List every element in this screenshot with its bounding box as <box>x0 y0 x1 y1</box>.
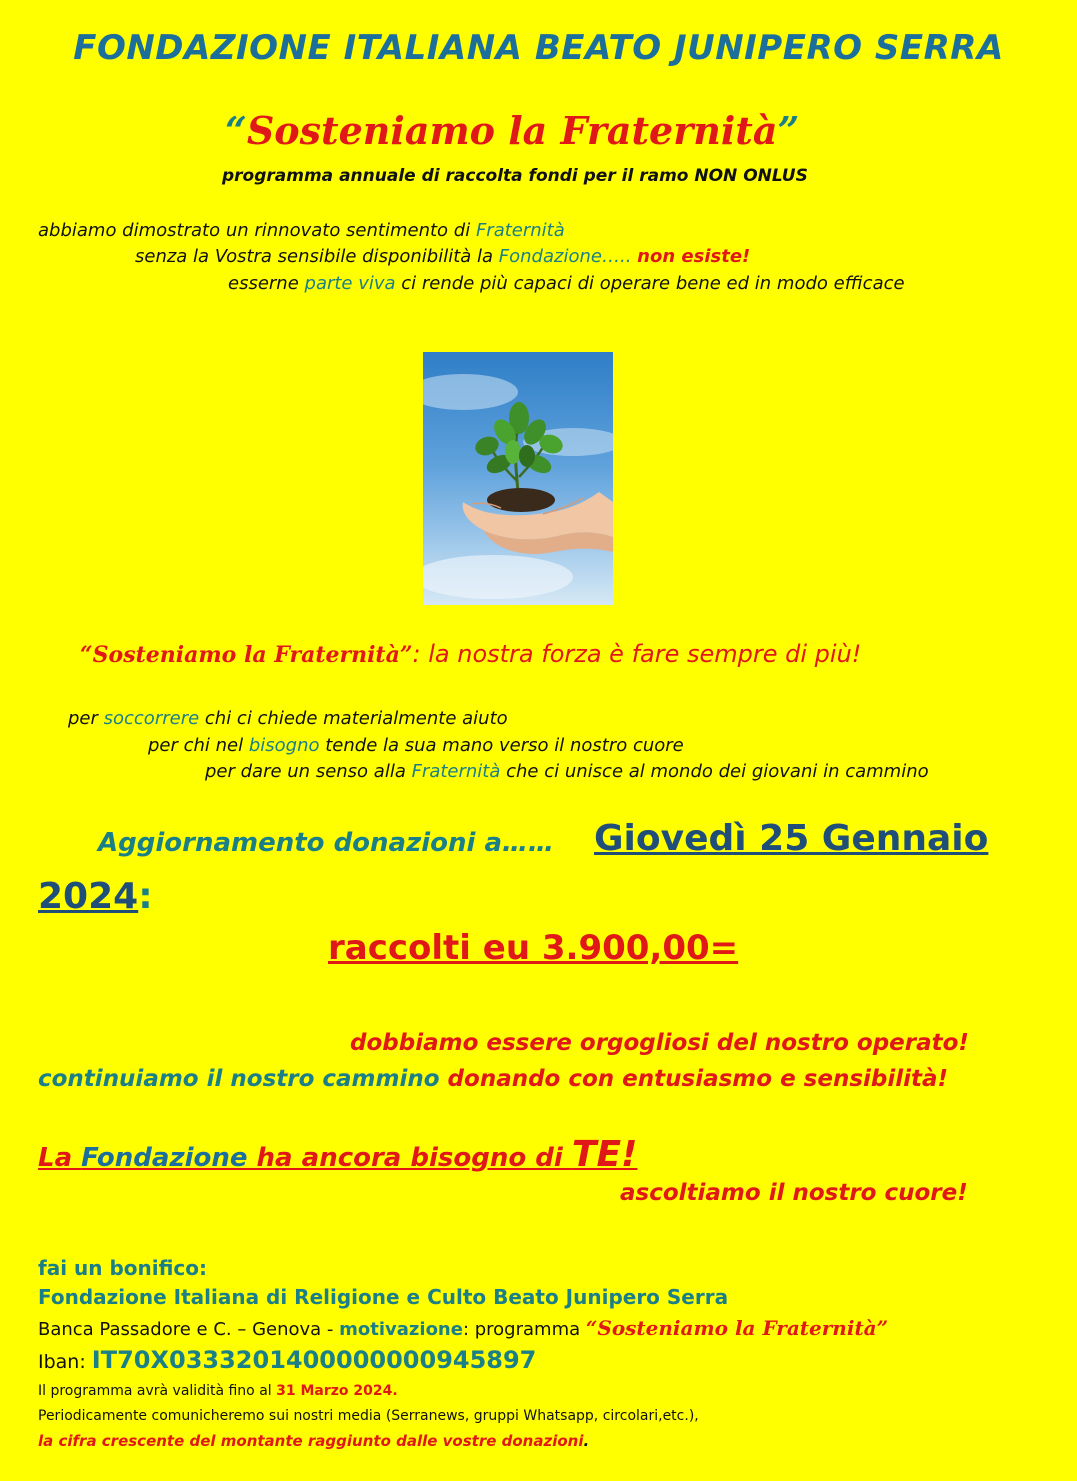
periodic-line: Periodicamente comunicheremo sui nostri media (Serranews, gruppi Whatsapp, circolari,etc.), <box>38 1408 699 1424</box>
mission-highlight: bisogno <box>248 735 320 756</box>
intro-emphasis: non esiste! <box>637 246 751 267</box>
slogan-close-quote: ” <box>777 108 800 153</box>
bank-line <box>38 1316 888 1340</box>
update-label: Aggiornamento donazioni a…… <box>98 828 555 858</box>
intro-ellipsis: ….. <box>601 246 638 267</box>
beneficiary-name: Fondazione Italiana di Religione e Culto Beato Junipero Serra <box>38 1285 729 1309</box>
slogan-text: Sosteniamo la Fraternità <box>246 108 778 153</box>
mission-text: per dare un senso alla <box>205 761 412 782</box>
bank-text: : programma <box>462 1319 586 1340</box>
mission-text: tende la sua mano verso il nostro cuore <box>319 735 684 756</box>
bank-close-quote: ” <box>876 1316 889 1340</box>
mission-text: per chi nel <box>148 735 249 756</box>
intro-line-1 <box>38 220 565 241</box>
intro-line-3 <box>228 273 905 294</box>
heart-line: ascoltiamo il nostro cuore! <box>620 1180 968 1206</box>
update-year <box>38 876 153 917</box>
page-title: FONDAZIONE ITALIANA BEATO JUNIPERO SERRA <box>73 28 1004 68</box>
iban-line <box>38 1346 536 1374</box>
update-colon: : <box>138 876 153 917</box>
proud-line: dobbiamo essere orgogliosi del nostro operato! <box>350 1030 969 1056</box>
intro-highlight: parte viva <box>304 273 396 294</box>
need-text: La <box>38 1143 82 1173</box>
hands-holding-plant-icon <box>423 352 613 605</box>
bank-motivation-label: motivazione <box>339 1319 463 1340</box>
slogan-open-quote: “ <box>225 108 247 153</box>
iban-value: IT70X0333201400000000945897 <box>91 1346 537 1374</box>
mission-line-1 <box>68 708 508 729</box>
subtitle: programma annuale di raccolta fondi per il ramo NON ONLUS <box>222 166 808 186</box>
update-year-value: 2024 <box>38 876 139 917</box>
intro-text: esserne <box>228 273 305 294</box>
intro-highlight: Fraternità <box>475 220 565 241</box>
secondary-slogan <box>80 640 861 668</box>
continue-emphasis: donando con entusiasmo e sensibilità! <box>439 1066 949 1092</box>
bonifico-label: fai un bonifico: <box>38 1256 208 1280</box>
intro-text: ci rende più capaci di operare bene ed in modo efficace <box>395 273 905 294</box>
update-date: Giovedì 25 Gennaio <box>594 818 989 859</box>
validity-text: Il programma avrà validità fino al <box>38 1383 277 1399</box>
intro-highlight: Fondazione <box>498 246 602 267</box>
slogan2-open-quote: “ <box>80 642 93 668</box>
bank-open-quote: “ <box>585 1316 598 1340</box>
bank-name: Banca Passadore e C. – Genova - <box>38 1319 340 1340</box>
continue-text: continuiamo il nostro cammino <box>38 1066 440 1092</box>
intro-line-2 <box>135 246 750 267</box>
validity-date: 31 Marzo 2024. <box>276 1383 398 1399</box>
need-te: TE! <box>571 1134 638 1175</box>
growing-period: . <box>583 1432 590 1450</box>
growing-text: la cifra crescente del montante raggiunto dalle vostre donazioni <box>38 1432 584 1450</box>
need-text: ha ancora bisogno di <box>247 1143 572 1173</box>
validity-line <box>38 1383 398 1399</box>
growing-line <box>38 1432 589 1450</box>
mission-line-2 <box>148 735 684 756</box>
intro-text: senza la Vostra sensibile disponibilità la <box>135 246 499 267</box>
main-slogan <box>225 108 799 153</box>
mission-highlight: Fraternità <box>411 761 501 782</box>
mission-line-3 <box>205 761 929 782</box>
mission-text: che ci unisce al mondo dei giovani in cammino <box>500 761 929 782</box>
slogan2-text: Sosteniamo la Fraternità <box>92 642 400 668</box>
mission-text: chi ci chiede materialmente aiuto <box>199 708 508 729</box>
slogan2-rest: : la nostra forza è fare sempre di più! <box>412 640 862 668</box>
iban-label: Iban: <box>38 1351 92 1373</box>
bank-slogan: Sosteniamo la Fraternità <box>597 1316 877 1340</box>
mission-text: per <box>68 708 104 729</box>
need-line <box>38 1134 637 1175</box>
collected-amount: raccolti eu 3.900,00= <box>328 928 739 968</box>
mission-highlight: soccorrere <box>103 708 200 729</box>
need-highlight: Fondazione <box>81 1143 248 1173</box>
continue-line <box>38 1066 948 1092</box>
plant-illustration <box>423 352 613 605</box>
slogan2-close-quote: ” <box>399 642 413 668</box>
intro-text: abbiamo dimostrato un rinnovato sentimento di <box>38 220 476 241</box>
